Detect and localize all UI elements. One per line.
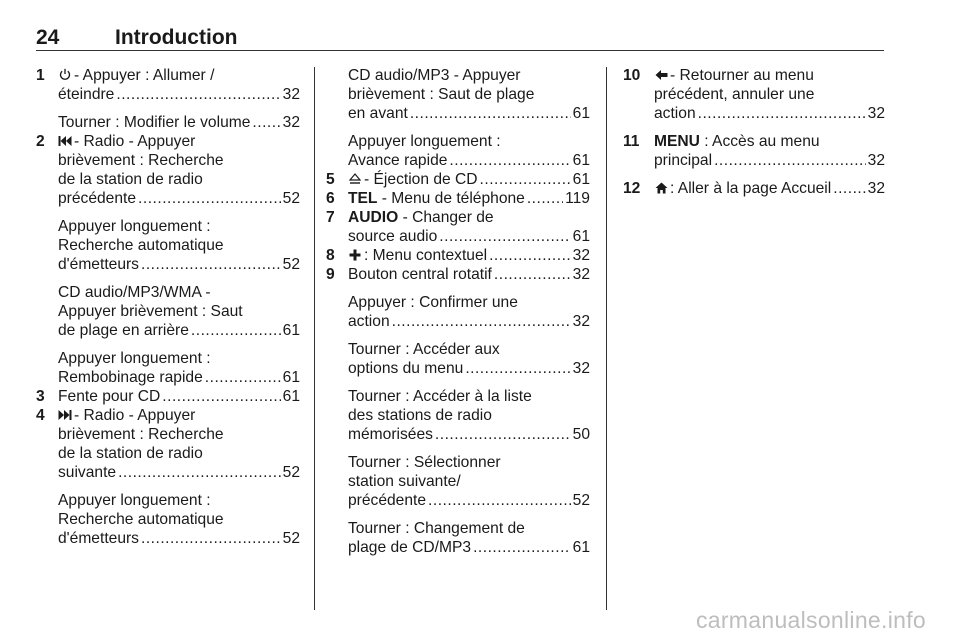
page-ref[interactable]: 32 <box>282 86 300 103</box>
entry-text: - Changer de <box>398 209 494 226</box>
entry-text: action <box>654 105 696 122</box>
entry-text: mémorisées <box>348 426 433 443</box>
entry-text: de la station de radio <box>58 445 203 462</box>
entry-text: Recherche automatique <box>58 511 224 528</box>
page-ref[interactable]: 32 <box>572 266 590 283</box>
entry-text: Tourner : Sélectionner <box>348 454 501 471</box>
plus-icon <box>348 246 362 265</box>
entry-text: précédente <box>58 190 137 207</box>
page-ref[interactable]: 61 <box>572 228 590 245</box>
entry-text: - Appuyer : Allumer / <box>74 67 215 84</box>
page-header <box>36 26 884 51</box>
entry-1-sub <box>36 113 300 132</box>
entry-9-sub <box>326 340 590 378</box>
page-ref[interactable]: 50 <box>572 426 590 443</box>
entry-text: options du menu <box>348 360 464 377</box>
entry-2-sub <box>36 283 300 340</box>
home-icon <box>654 179 668 198</box>
page-ref[interactable]: 32 <box>572 313 590 330</box>
column-divider <box>606 67 607 610</box>
entry-number: 8 <box>326 247 335 264</box>
entry-number: 12 <box>623 180 641 197</box>
button-key-label: MENU <box>654 133 700 150</box>
page-ref[interactable]: 61 <box>282 388 300 405</box>
entry-text: brièvement : Recherche <box>58 426 224 443</box>
entry-text: Appuyer longuement : <box>58 492 211 509</box>
page-ref[interactable]: 52 <box>282 464 300 481</box>
entry-text: Tourner : Accéder aux <box>348 341 500 358</box>
page-title: Introduction <box>115 26 238 49</box>
page-ref[interactable]: 52 <box>282 256 300 273</box>
skip-forward-icon <box>58 406 72 425</box>
entry-4 <box>36 406 300 482</box>
entry-text: Fente pour CD <box>58 388 161 405</box>
page-ref[interactable]: 61 <box>572 171 590 188</box>
column-2 <box>326 66 590 566</box>
entry-text: précédente <box>348 492 427 509</box>
column-1 <box>36 66 300 557</box>
column-divider <box>314 67 315 610</box>
page-number: 24 <box>36 26 60 49</box>
entry-number: 6 <box>326 190 335 207</box>
page-ref[interactable]: 119 <box>565 190 590 207</box>
watermark: carmanualsonline.info <box>695 607 926 633</box>
entry-11 <box>623 132 885 170</box>
entry-8 <box>326 246 590 265</box>
entry-text: en avant <box>348 105 408 122</box>
entry-text: : Aller à la page Accueil <box>670 180 832 197</box>
page-ref[interactable]: 32 <box>282 114 300 131</box>
page-ref[interactable]: 52 <box>572 492 590 509</box>
entry-text: d'émetteurs <box>58 256 139 273</box>
entry-text: Appuyer : Confirmer une <box>348 294 518 311</box>
entry-text: suivante <box>58 464 117 481</box>
entry-text: action <box>348 313 390 330</box>
skip-back-icon <box>58 132 72 151</box>
entry-text: Tourner : Modifier le volume <box>58 114 251 131</box>
page-ref[interactable]: 61 <box>282 322 300 339</box>
entry-text: - Retourner au menu <box>670 67 814 84</box>
entry-12 <box>623 179 885 198</box>
entry-number: 3 <box>36 388 45 405</box>
entry-text: station suivante/ <box>348 473 461 490</box>
entry-text: d'émetteurs <box>58 530 139 547</box>
entry-text: : Accès au menu <box>699 133 820 150</box>
button-key-label: TEL <box>348 190 378 207</box>
page-ref[interactable]: 52 <box>282 190 300 207</box>
entry-text: de la station de radio <box>58 171 203 188</box>
entry-4-cont <box>326 66 590 123</box>
entry-number: 10 <box>623 67 641 84</box>
entry-text: Appuyer longuement : <box>58 218 211 235</box>
button-key-label: AUDIO <box>348 209 399 226</box>
eject-icon <box>348 170 362 189</box>
entry-text: Avance rapide <box>348 152 448 169</box>
entry-text: éteindre <box>58 86 115 103</box>
entry-number: 5 <box>326 171 335 188</box>
entry-number: 2 <box>36 133 45 150</box>
entry-text: plage de CD/MP3 <box>348 539 472 556</box>
entry-text: Recherche automatique <box>58 237 224 254</box>
entry-text: brièvement : Saut de plage <box>348 86 535 103</box>
entry-text: - Radio - Appuyer <box>74 407 196 424</box>
entry-text: brièvement : Recherche <box>58 152 224 169</box>
entry-text: Appuyer brièvement : Saut <box>58 303 243 320</box>
page-ref[interactable]: 61 <box>572 539 590 556</box>
entry-9-sub <box>326 387 590 444</box>
entry-number: 7 <box>326 209 335 226</box>
entry-4-sub <box>36 491 300 548</box>
entry-7 <box>326 208 590 246</box>
entry-9 <box>326 265 590 284</box>
entry-text: Rembobinage rapide <box>58 369 203 386</box>
entry-text: des stations de radio <box>348 407 492 424</box>
entry-text: Bouton central rotatif <box>348 266 492 283</box>
entry-6 <box>326 189 590 208</box>
entry-text: Tourner : Accéder à la liste <box>348 388 532 405</box>
entry-text: - Radio - Appuyer <box>74 133 196 150</box>
entry-9-sub <box>326 293 590 331</box>
page-ref[interactable]: 32 <box>572 360 590 377</box>
page-ref[interactable]: 32 <box>867 152 885 169</box>
entry-9-sub <box>326 519 590 557</box>
power-icon <box>58 66 72 85</box>
entry-text: : Menu contextuel <box>364 247 488 264</box>
entry-2-sub <box>36 349 300 387</box>
entry-number: 4 <box>36 407 45 424</box>
entry-2 <box>36 132 300 208</box>
entry-text: Appuyer longuement : <box>58 350 211 367</box>
page-ref[interactable]: 61 <box>282 369 300 386</box>
entry-1 <box>36 66 300 104</box>
entry-text: CD audio/MP3 - Appuyer <box>348 67 521 84</box>
entry-10 <box>623 66 885 123</box>
page-ref[interactable]: 32 <box>867 105 885 122</box>
entry-5 <box>326 170 590 189</box>
page-ref[interactable]: 61 <box>572 105 590 122</box>
entry-9-sub <box>326 453 590 510</box>
entry-text: - Éjection de CD <box>364 171 478 188</box>
entry-text: CD audio/MP3/WMA - <box>58 284 211 301</box>
entry-text: de plage en arrière <box>58 322 189 339</box>
entry-text: source audio <box>348 228 438 245</box>
entry-text: principal <box>654 152 713 169</box>
page-ref[interactable]: 52 <box>282 530 300 547</box>
page-ref[interactable]: 32 <box>867 180 885 197</box>
entry-number: 1 <box>36 67 45 84</box>
entry-text: précédent, annuler une <box>654 86 815 103</box>
entry-text: Tourner : Changement de <box>348 520 525 537</box>
entry-text: Appuyer longuement : <box>348 133 501 150</box>
entry-number: 9 <box>326 266 335 283</box>
entry-4-cont <box>326 132 590 170</box>
entry-text: - Menu de téléphone <box>377 190 525 207</box>
page-ref[interactable]: 61 <box>572 152 590 169</box>
entry-3 <box>36 387 300 406</box>
entry-2-sub <box>36 217 300 274</box>
entry-number: 11 <box>623 133 640 150</box>
page-ref[interactable]: 32 <box>572 247 590 264</box>
back-arrow-icon <box>654 66 668 85</box>
column-3 <box>623 66 885 207</box>
